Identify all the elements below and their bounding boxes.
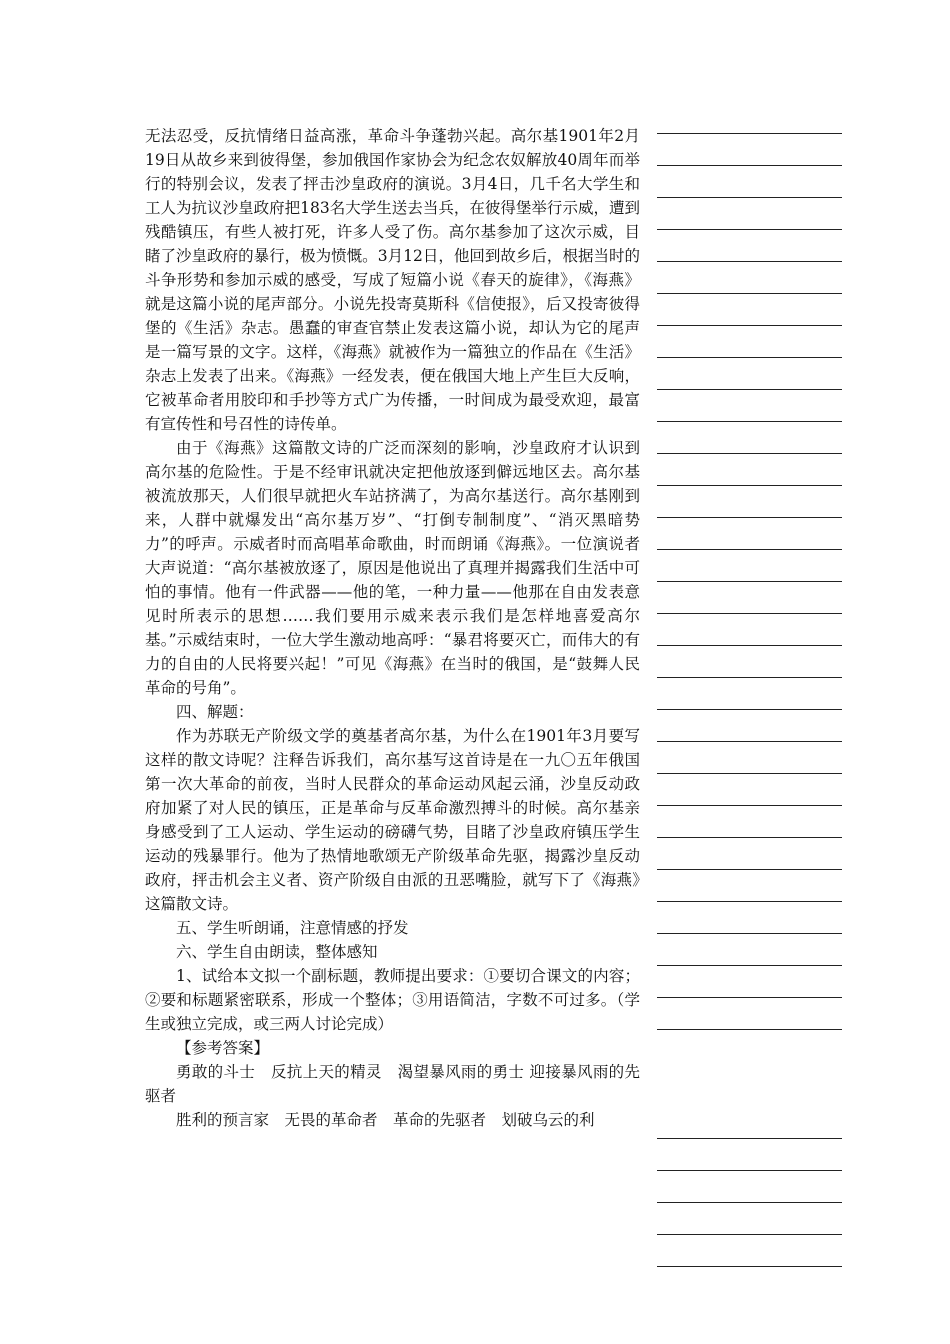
note-line [657, 997, 842, 998]
note-line [657, 453, 842, 454]
note-line [657, 1266, 842, 1267]
note-line [657, 325, 842, 326]
note-line [657, 869, 842, 870]
answer-line-1: 勇敢的斗士 反抗上天的精灵 渴望暴风雨的勇士 迎接暴风雨的先驱者 [145, 1063, 640, 1105]
note-line [657, 549, 842, 550]
note-line [657, 933, 842, 934]
note-line [657, 1202, 842, 1203]
section-heading-5: 五、学生听朗诵，注意情感的抒发 [176, 919, 409, 937]
note-line [657, 1170, 842, 1171]
note-line [657, 901, 842, 902]
note-line [657, 229, 842, 230]
note-line [657, 517, 842, 518]
note-line [657, 837, 842, 838]
paragraph-influence: 由于《海燕》这篇散文诗的广泛而深刻的影响，沙皇政府才认识到高尔基的危险性。于是不经审讯就决定把他放逐到僻远地区去。高尔基被流放那天，人们很早就把火车站挤满了，为高尔基送行。高尔基刚到来，人群中就爆发出“高尔基万岁”、“打倒专制制度”、“消灭黑暗势力”的呼声。示威者时而高唱革命歌曲，时而朗诵《海燕》。一位演说者大声说道：“高尔基被放逐了，原因是他说出了真理并揭露我们生活中可怕的事情。他有一件武器——他的笔，一种力量——他那在自由发表意见时所表示的思想……我们要用示威来表示我们是怎样地喜爱高尔基。”示威结束时，一位大学生激动地高呼：“暴君将要灭亡，而伟大的有力的自由的人民将要兴起！”可见《海燕》在当时的俄国，是“鼓舞人民革命的号角”。 [145, 439, 640, 697]
note-line [657, 421, 842, 422]
task-1: 1、试给本文拟一个副标题，教师提出要求：①要切合课文的内容；②要和标题紧密联系，形成一个整体；③用语简洁，字数不可过多。（学生或独立完成，或三两人讨论完成） [145, 967, 640, 1033]
answer-line-2: 胜利的预言家 无畏的革命者 革命的先驱者 划破乌云的利 [176, 1111, 595, 1129]
margin-note-lines [657, 0, 842, 1344]
note-line [657, 357, 842, 358]
note-line [657, 485, 842, 486]
note-line [657, 293, 842, 294]
section-heading-6: 六、学生自由朗读，整体感知 [176, 943, 378, 961]
note-line [657, 1138, 842, 1139]
note-line [657, 197, 842, 198]
note-line [657, 645, 842, 646]
note-line [657, 581, 842, 582]
note-line [657, 613, 842, 614]
note-line [657, 261, 842, 262]
note-line [657, 389, 842, 390]
reference-answer-heading: 【参考答案】 [176, 1039, 270, 1057]
note-line [657, 165, 842, 166]
note-line [657, 1234, 842, 1235]
note-line [657, 709, 842, 710]
section-heading-4: 四、解题： [176, 703, 254, 721]
note-line [657, 133, 842, 134]
note-line [657, 805, 842, 806]
note-line [657, 677, 842, 678]
note-line [657, 965, 842, 966]
note-line [657, 741, 842, 742]
note-line [657, 773, 842, 774]
paragraph-explanation: 作为苏联无产阶级文学的奠基者高尔基，为什么在1901年3月要写这样的散文诗呢？注释告诉我们，高尔基写这首诗是在一九〇五年俄国第一次大革命的前夜，当时人民群众的革命运动风起云涌，沙皇反动政府加紧了对人民的镇压，正是革命与反革命激烈搏斗的时候。高尔基亲身感受到了工人运动、学生运动的磅礴气势，目睹了沙皇政府镇压学生运动的残暴罪行。他为了热情地歌颂无产阶级革命先驱，揭露沙皇反动政府，抨击机会主义者、资产阶级自由派的丑恶嘴脸，就写下了《海燕》这篇散文诗。 [145, 727, 640, 913]
main-text [145, 124, 640, 1132]
paragraph-background: 无法忍受，反抗情绪日益高涨，革命斗争蓬勃兴起。高尔基1901年2月19日从故乡来到彼得堡，参加俄国作家协会为纪念农奴解放40周年而举行的特别会议，发表了抨击沙皇政府的演说。3月4日，几千名大学生和工人为抗议沙皇政府把183名大学生送去当兵，在彼得堡举行示威，遭到残酷镇压，有些人被打死，许多人受了伤。高尔基参加了这次示威，目睹了沙皇政府的暴行，极为愤慨。3月12日，他回到故乡后，根据当时的斗争形势和参加示威的感受，写成了短篇小说《春天的旋律》，《海燕》就是这篇小说的尾声部分。小说先投寄莫斯科《信使报》，后又投寄彼得堡的《生活》杂志。愚蠢的审查官禁止发表这篇小说，却认为它的尾声是一篇写景的文字。这样，《海燕》就被作为一篇独立的作品在《生活》杂志上发表了出来。《海燕》一经发表，便在俄国大地上产生巨大反响，它被革命者用胶印和手抄等方式广为传播，一时间成为最受欢迎，最富有宣传性和号召性的诗传单。 [145, 127, 640, 433]
note-line [657, 1029, 842, 1030]
